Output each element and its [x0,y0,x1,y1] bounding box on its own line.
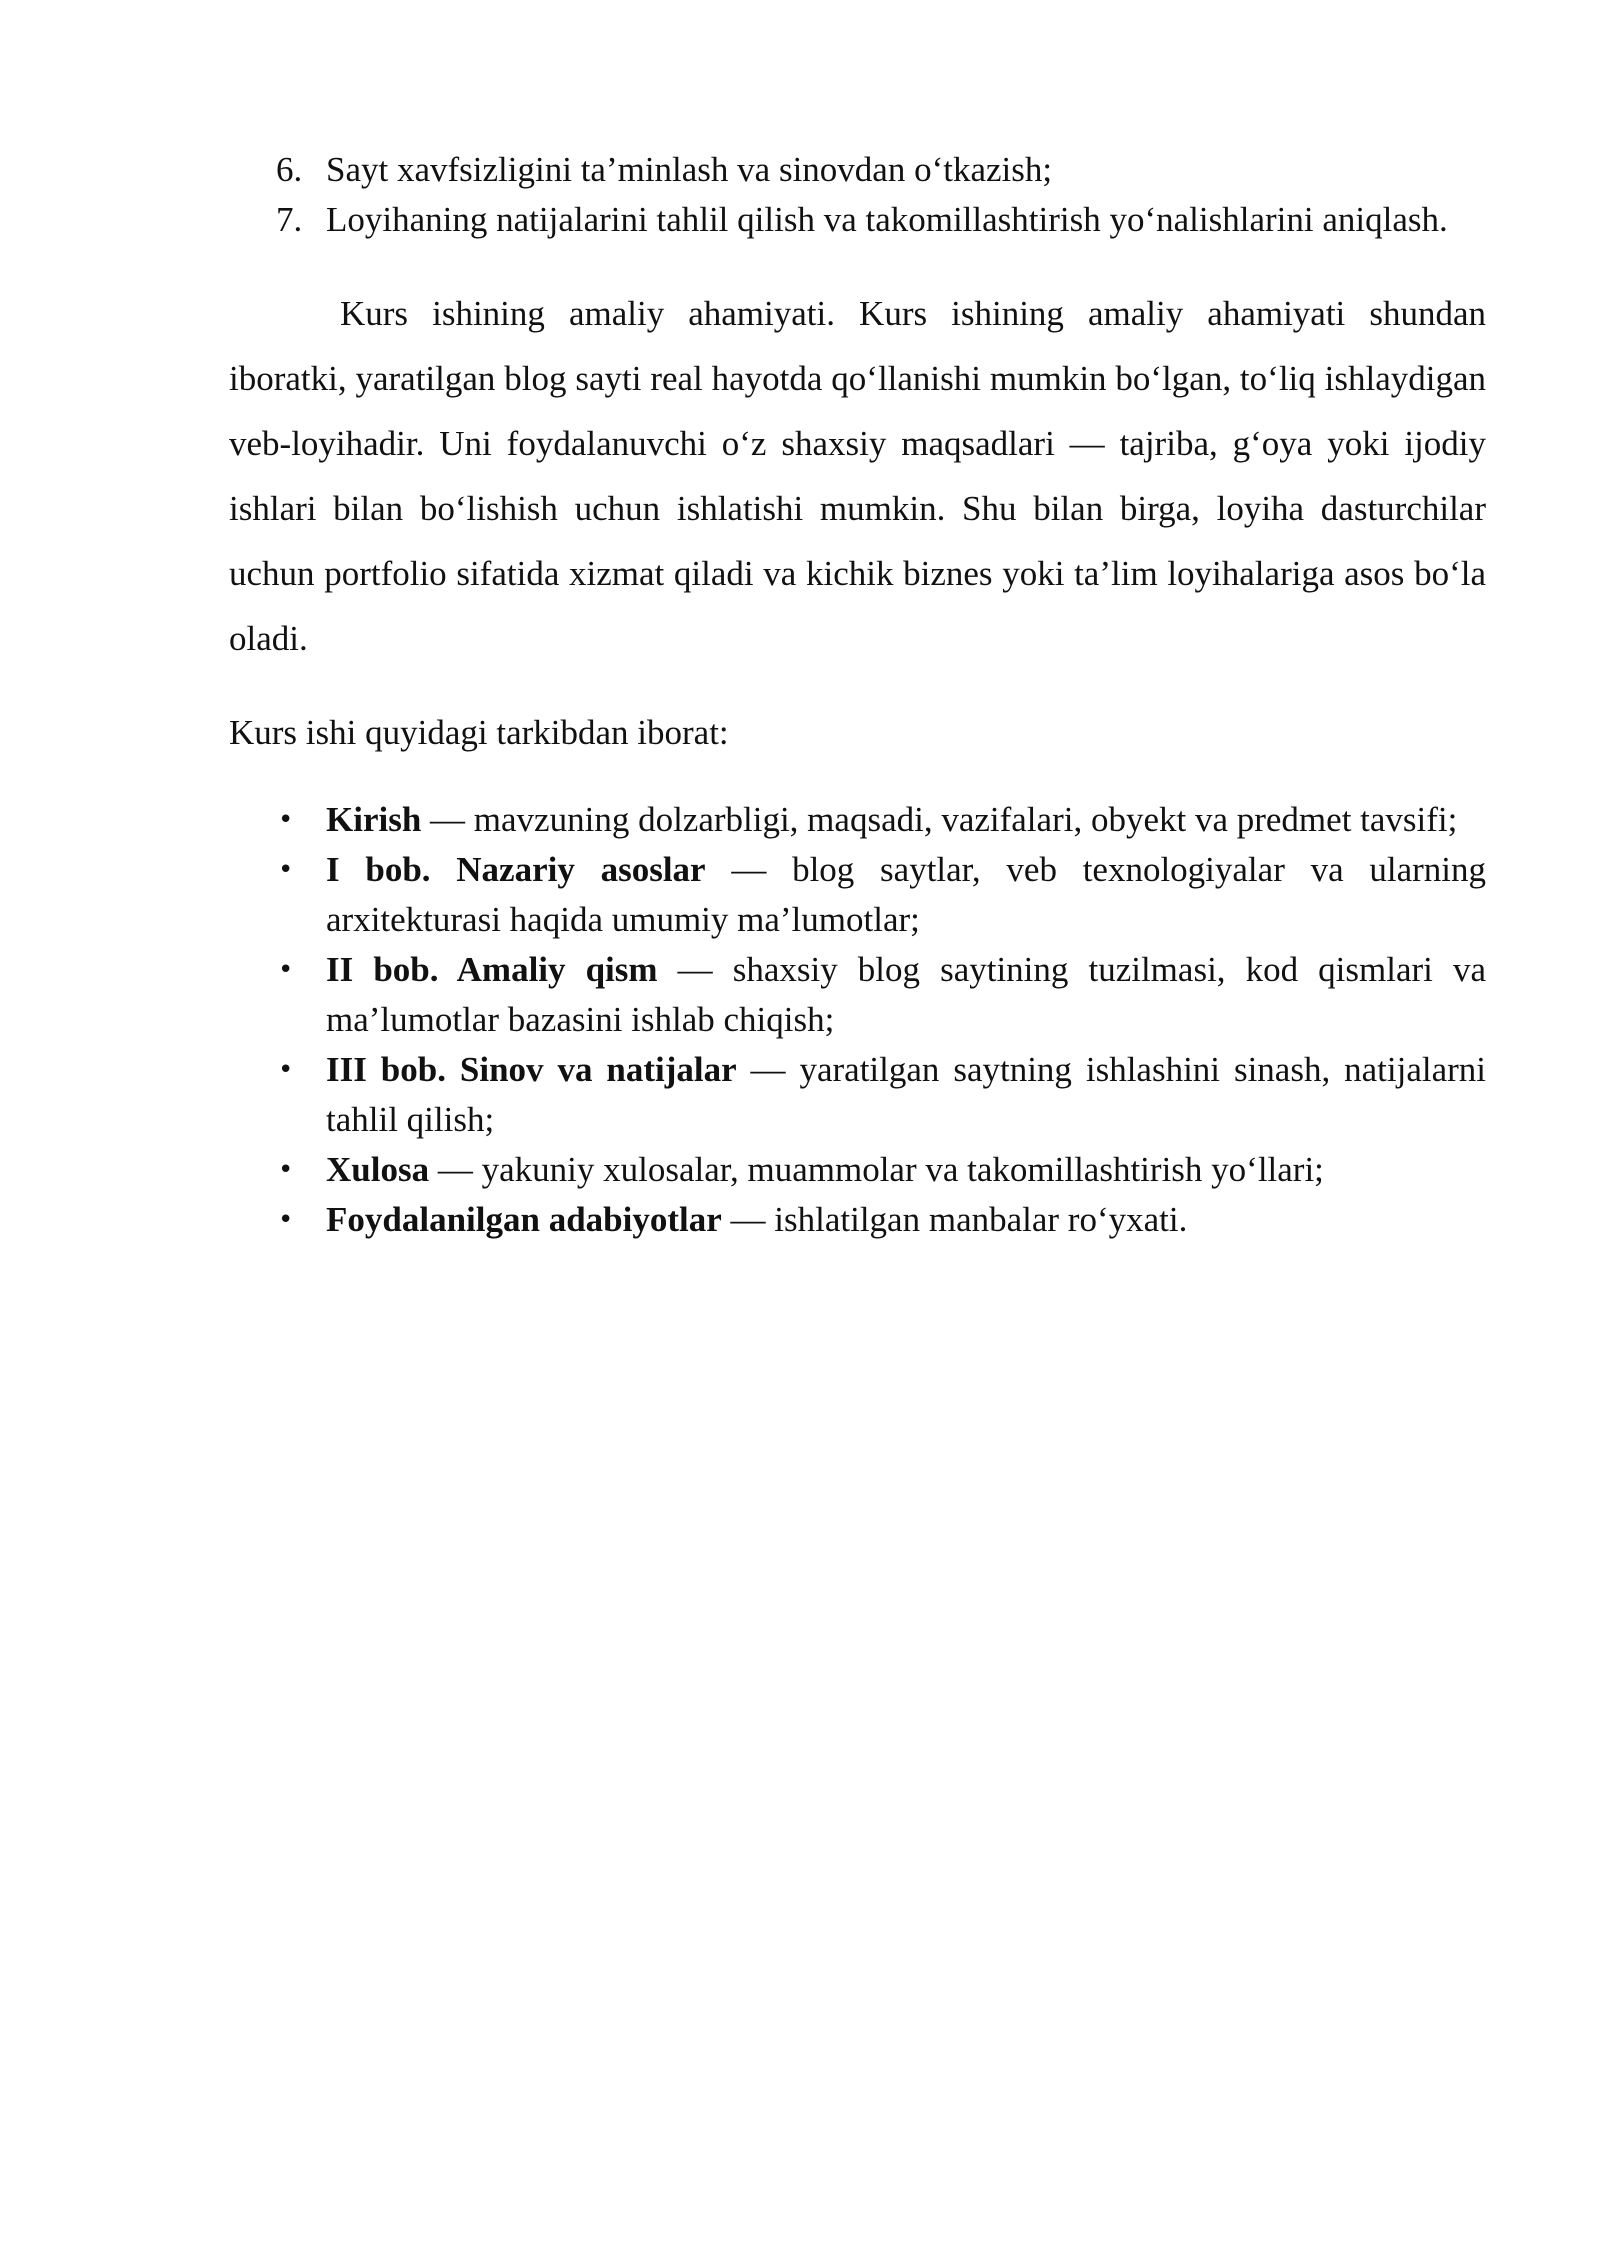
task-list [229,145,1486,245]
list-item [229,795,1486,845]
section-description: — blog saytlar, veb texnologiyalar va ularning arxitekturasi haqida umumiy ma’lumotlar; [326,850,1486,939]
list-item [229,1145,1486,1195]
list-item [229,195,1486,245]
section-title: I bob. Nazariy asoslar [326,850,706,889]
list-number: 6. [276,150,303,189]
list-item-text: Loyihaning natijalarini tahlil qilish va takomillashtirish yo‘nalishlarini aniqlash. [326,200,1448,239]
list-item [229,1195,1486,1245]
structure-intro: Kurs ishi quyidagi tarkibdan iborat: [229,713,729,752]
bullet-icon: • [278,1205,294,1235]
practical-significance-paragraph: Kurs ishining amaliy ahamiyati. Kurs ishining amaliy ahamiyati shundan iboratki, yaratilgan blog sayti real hayotda qo‘llanishi mumkin bo‘lgan, to‘liq ishlaydigan veb-loyihadir. Uni foydalanuvchi o‘z shaxsiy maqsadlari — tajriba, g‘oya yoki ijodiy ishlari bilan bo‘lishish uchun ishlatishi mumkin. Shu bilan birga, loyiha dasturchilar uchun portfolio sifatida xizmat qiladi va kichik biznes yoki ta’lim loyihalariga asos bo‘la oladi. [229,294,1486,658]
list-item [229,945,1486,1045]
section-title: III bob. Sinov va natijalar [326,1050,737,1089]
section-description: — shaxsiy blog saytining tuzilmasi, kod qismlari va ma’lumotlar bazasini ishlab chiqish; [326,950,1486,1039]
section-description: — yaratilgan saytning ishlashini sinash, natijalarni tahlil qilish; [326,1050,1486,1139]
list-item-text: Sayt xavfsizligini ta’minlash va sinovdan o‘tkazish; [326,150,1053,189]
structure-list [229,795,1486,1245]
section-title: II bob. Amaliy qism [326,950,658,989]
list-item [229,145,1486,195]
section-title: Kirish [326,800,422,839]
section-title: Xulosa [326,1150,430,1189]
list-number: 7. [276,200,303,239]
list-item [229,845,1486,945]
document-page [229,145,1486,1245]
bullet-icon: • [278,855,294,885]
bullet-icon: • [278,1055,294,1085]
section-description: — ishlatilgan manbalar ro‘yxati. [721,1200,1188,1239]
section-title: Foydalanilgan adabiyotlar [326,1200,722,1239]
bullet-icon: • [278,805,294,835]
section-description: — mavzuning dolzarbligi, maqsadi, vazifalari, obyekt va predmet tavsifi; [421,800,1458,839]
section-description: — yakuniy xulosalar, muammolar va takomillashtirish yo‘llari; [429,1150,1324,1189]
bullet-icon: • [278,1155,294,1185]
list-item [229,1045,1486,1145]
bullet-icon: • [278,955,294,985]
